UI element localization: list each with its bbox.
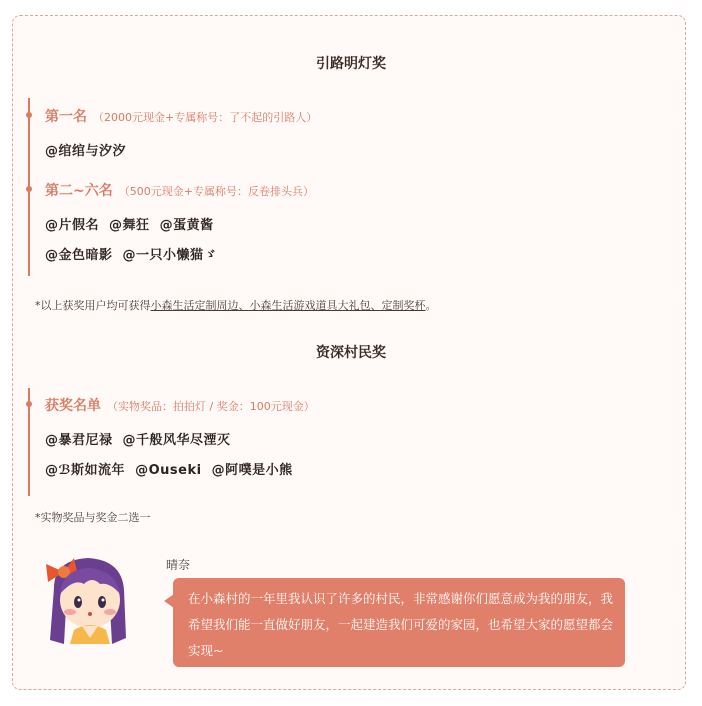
message-bubble: 在小森村的一年里我认识了许多的村民，非常感谢你们愿意成为我的朋友，我希望我们能一直做好朋友，一起建造我们可爱的家园，也希望大家的愿望都会实现~ [173,578,625,667]
award2-note: *实物奖品与奖金二选一 [35,511,151,524]
second-place-label: 第二~六名 [45,183,113,199]
first-place-winners: @绾绾与汐汐 [45,144,127,159]
award1-title-wrap [0,53,702,74]
second-place-desc: （500元现金+专属称号：反卷排头兵） [118,185,314,198]
award2-winners-1: @暴君尼禄 @千般风华尽湮灭 [45,433,231,448]
timeline-dot [26,186,32,192]
award2-winners-2: @ℬ斯如流年 @Ouseki @阿噗是小熊 [45,463,293,478]
character-avatar [40,548,136,644]
timeline-dot [26,401,32,407]
award2-label: 获奖名单 [45,398,101,414]
award2-heading [45,395,315,415]
award2-desc: （实物奖品：拍拍灯 / 奖金：100元现金） [107,400,315,413]
first-place-desc: （2000元现金+专属称号：了不起的引路人） [93,111,318,124]
second-place-heading [45,180,314,200]
speaker-name: 晴奈 [166,558,191,572]
award2-title: 资深村民奖 [316,345,386,361]
second-place-winners-2: @金色暗影 @一只小懒猫ゞ [45,248,218,263]
first-place-heading [45,106,317,126]
award1-note [35,297,437,313]
award1-note-prefix: *以上获奖用户均可获得 [35,299,151,312]
second-place-winners-1: @片假名 @舞狂 @蛋黄酱 [45,218,214,233]
award1-title: 引路明灯奖 [316,56,386,72]
award1-note-suffix: 。 [425,299,437,312]
timeline-dot [26,112,32,118]
first-place-label: 第一名 [45,109,87,125]
award2-title-wrap [0,342,702,363]
award1-note-link[interactable]: 小森生活定制周边、小森生活游戏道具大礼包、定制奖杯 [150,299,426,312]
